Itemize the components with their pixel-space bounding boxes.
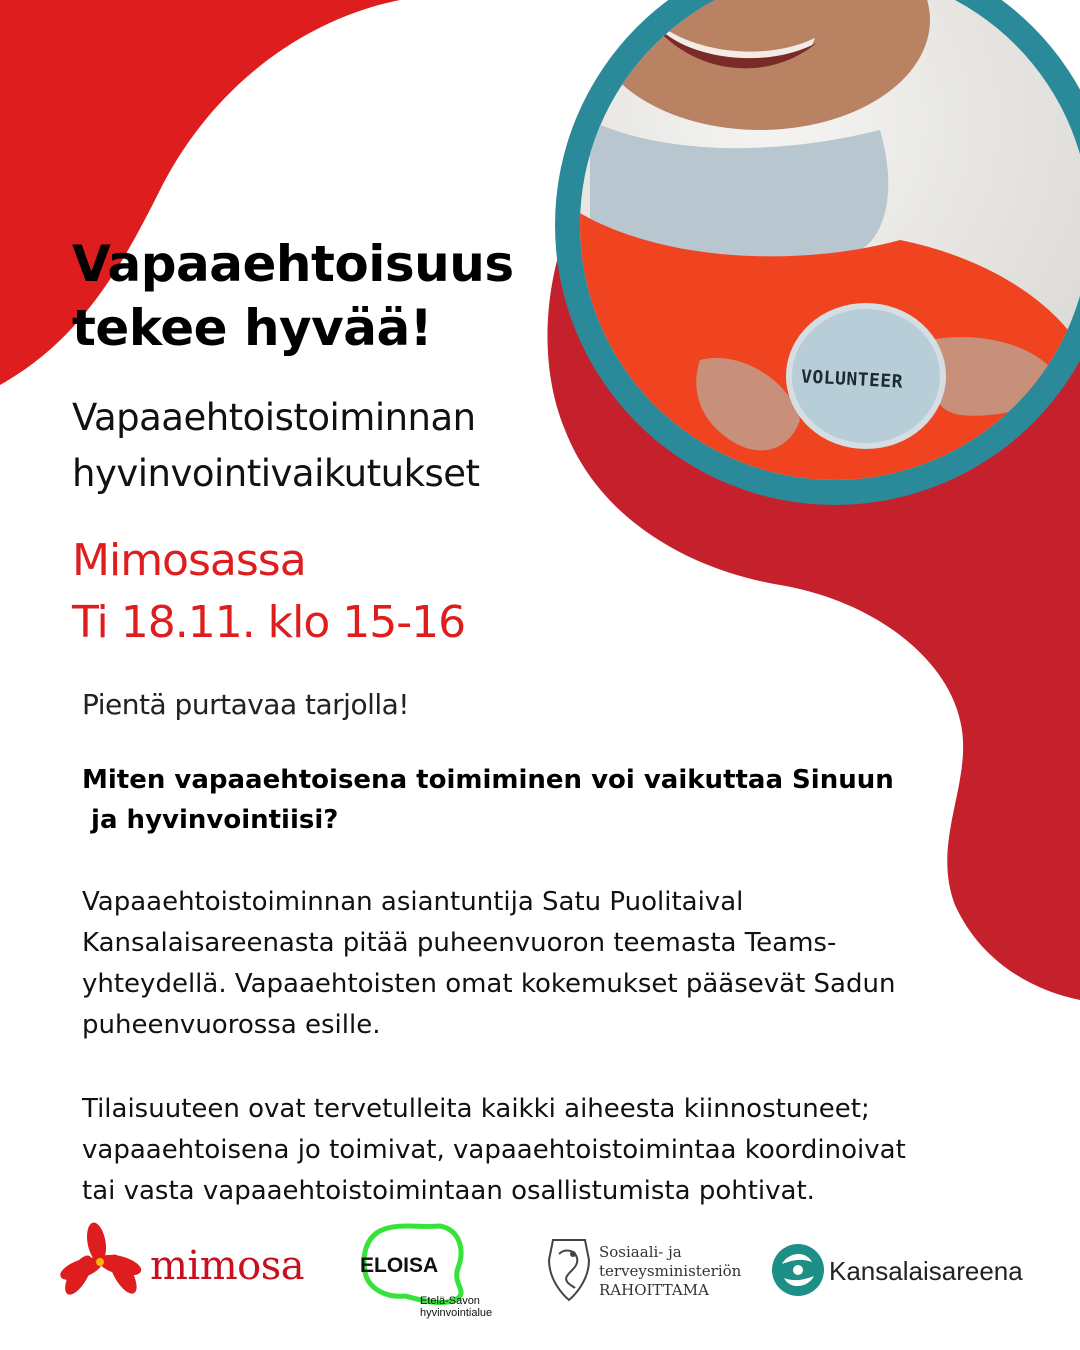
mimosa-logo-text: mimosa: [150, 1243, 305, 1289]
subtitle-line-1: Vapaaehtoistoiminnan: [72, 396, 476, 439]
eloisa-logo-subtext: [420, 1295, 492, 1319]
event-info: [72, 530, 465, 654]
page-title: [72, 232, 514, 360]
paragraph-welcome: [82, 1089, 1042, 1212]
snack-note: Pientä purtavaa tarjolla!: [82, 688, 410, 721]
question-line-2: ja hyvinvointiisi?: [82, 805, 339, 835]
stm-line-1: Sosiaali- ja: [599, 1243, 682, 1261]
question-line-1: Miten vapaaehtoisena toimiminen voi vaikuttaa Sinuun: [82, 765, 894, 795]
kansalaisareena-swirl-icon: [772, 1244, 824, 1296]
event-time: Ti 18.11. klo 15-16: [72, 597, 466, 648]
eloisa-sub-line-1: Etelä-Savon: [420, 1295, 480, 1307]
title-line-2: tekee hyvää!: [72, 299, 433, 357]
paragraph-line: yhteydellä. Vapaaehtoisten omat kokemukset pääsevät Sadun: [82, 969, 896, 999]
paragraph-line: Tilaisuuteen ovat tervetulleita kaikki aiheesta kiinnostuneet;: [82, 1094, 870, 1124]
paragraph-line: puheenvuorossa esille.: [82, 1010, 381, 1040]
question-heading: [82, 760, 982, 840]
event-place: Mimosassa: [72, 535, 306, 586]
paragraph-line: Vapaaehtoistoiminnan asiantuntija Satu Puolitaival: [82, 887, 744, 917]
stm-line-2: terveysministeriön: [599, 1262, 742, 1280]
stm-line-3: RAHOITTAMA: [599, 1281, 709, 1299]
paragraph-line: Kansalaisareenasta pitää puheenvuoron teemasta Teams-: [82, 928, 837, 958]
eloisa-sub-line-2: hyvinvointialue: [420, 1307, 493, 1319]
eloisa-logo-text: ELOISA: [360, 1254, 439, 1277]
mimosa-flower-icon: [57, 1221, 143, 1299]
paragraph-line: tai vasta vapaaehtoistoimintaan osallistumista pohtivat.: [82, 1176, 815, 1206]
paragraph-line: vapaaehtoisena jo toimivat, vapaaehtoistoimintaa koordinoivat: [82, 1135, 906, 1165]
kansalaisareena-logo-text: Kansalaisareena: [829, 1256, 1023, 1286]
subtitle-line-2: hyvinvointivaikutukset: [72, 452, 480, 495]
page-subtitle: [72, 390, 480, 502]
volunteer-badge-text: VOLUNTEER: [800, 366, 904, 393]
stm-lion-crest-icon: [549, 1240, 589, 1300]
paragraph-speaker: [82, 882, 1042, 1046]
stm-logo-text: [599, 1243, 741, 1300]
title-line-1: Vapaaehtoisuus: [72, 235, 514, 293]
